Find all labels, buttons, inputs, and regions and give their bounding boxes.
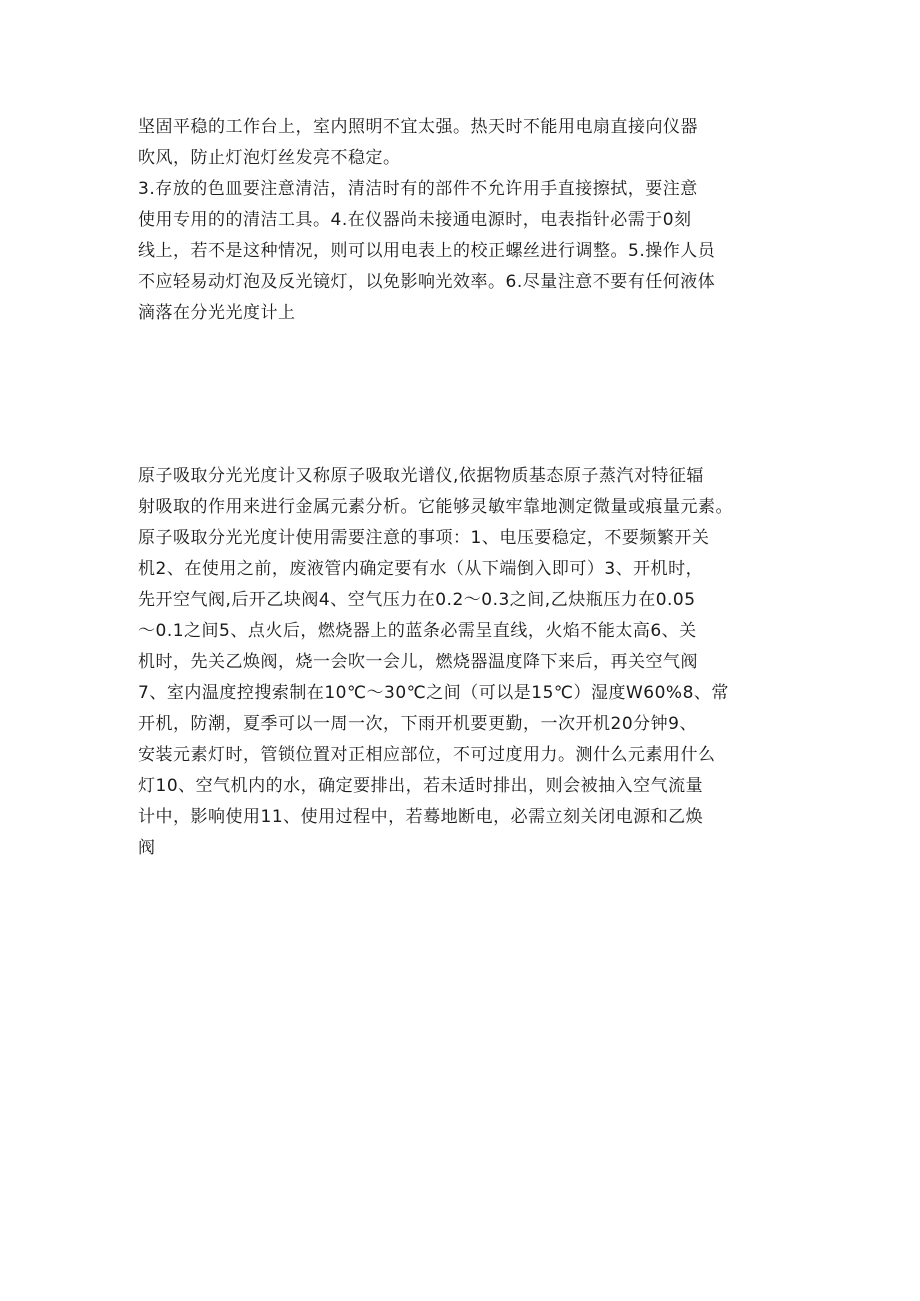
text-line: 开机，防潮，夏季可以一周一次，下雨开机要更勤，一次开机20分钟9、 <box>138 714 697 734</box>
text-line: 安装元素灯时，管锁位置对正相应部位，不可过度用力。测什么元素用什么 <box>138 745 716 765</box>
text-line: 原子吸取分光光度计使用需要注意的事项：1、电压要稳定，不要频繁开关 <box>138 528 710 548</box>
text-line: 吹风，防止灯泡灯丝发亮不稳定。 <box>138 148 401 168</box>
text-line: ～0.1之间5、点火后，燃烧器上的蓝条必需呈直线，火焰不能太高6、关 <box>138 621 697 641</box>
text-line: 滴落在分光光度计上 <box>138 303 296 323</box>
text-line: 灯10、空气机内的水，确定要排出，若未适时排出，则会被抽入空气流量 <box>138 776 704 796</box>
text-line: 阀 <box>138 838 156 858</box>
text-line: 机2、在使用之前，废液管内确定要有水（从下端倒入即可）3、开机时， <box>138 559 704 579</box>
text-line: 计中，影响使用11、使用过程中，若蓦地断电，必需立刻关闭电源和乙焕 <box>138 807 704 827</box>
text-line: 3.存放的色皿要注意清洁，清洁时有的部件不允许用手直接擦拭，要注意 <box>138 179 698 199</box>
text-line: 线上，若不是这种情况，则可以用电表上的校正螺丝进行调整。5.操作人员 <box>138 241 716 261</box>
text-line: 射吸取的作用来进行金属元素分析。它能够灵敏牢靠地测定微量或痕量元素。 <box>138 497 733 517</box>
text-line: 坚固平稳的工作台上，室内照明不宜太强。热天时不能用电扇直接向仪器 <box>138 117 698 137</box>
text-line: 先开空气阀,后开乙块阀4、空气压力在0.2～0.3之间,乙炔瓶压力在0.05 <box>138 590 696 610</box>
text-line: 原子吸取分光光度计又称原子吸取光谱仪,依据物质基态原子蒸汽对特征辐 <box>138 466 704 486</box>
instrument-care-paragraph <box>138 112 798 329</box>
atomic-absorption-paragraph <box>138 461 798 864</box>
text-line: 不应轻易动灯泡及反光镜灯，以免影响光效率。6.尽量注意不要有任何液体 <box>138 272 716 292</box>
text-line: 使用专用的的清洁工具。4.在仪器尚未接通电源时，电表指针必需于0刻 <box>138 210 692 230</box>
text-line: 机时，先关乙焕阀，烧一会吹一会儿，燃烧器温度降下来后，再关空气阀 <box>138 652 698 672</box>
text-line: 7、室内温度控搜索制在10℃～30℃之间（可以是15℃）湿度W60%8、常 <box>138 683 729 703</box>
